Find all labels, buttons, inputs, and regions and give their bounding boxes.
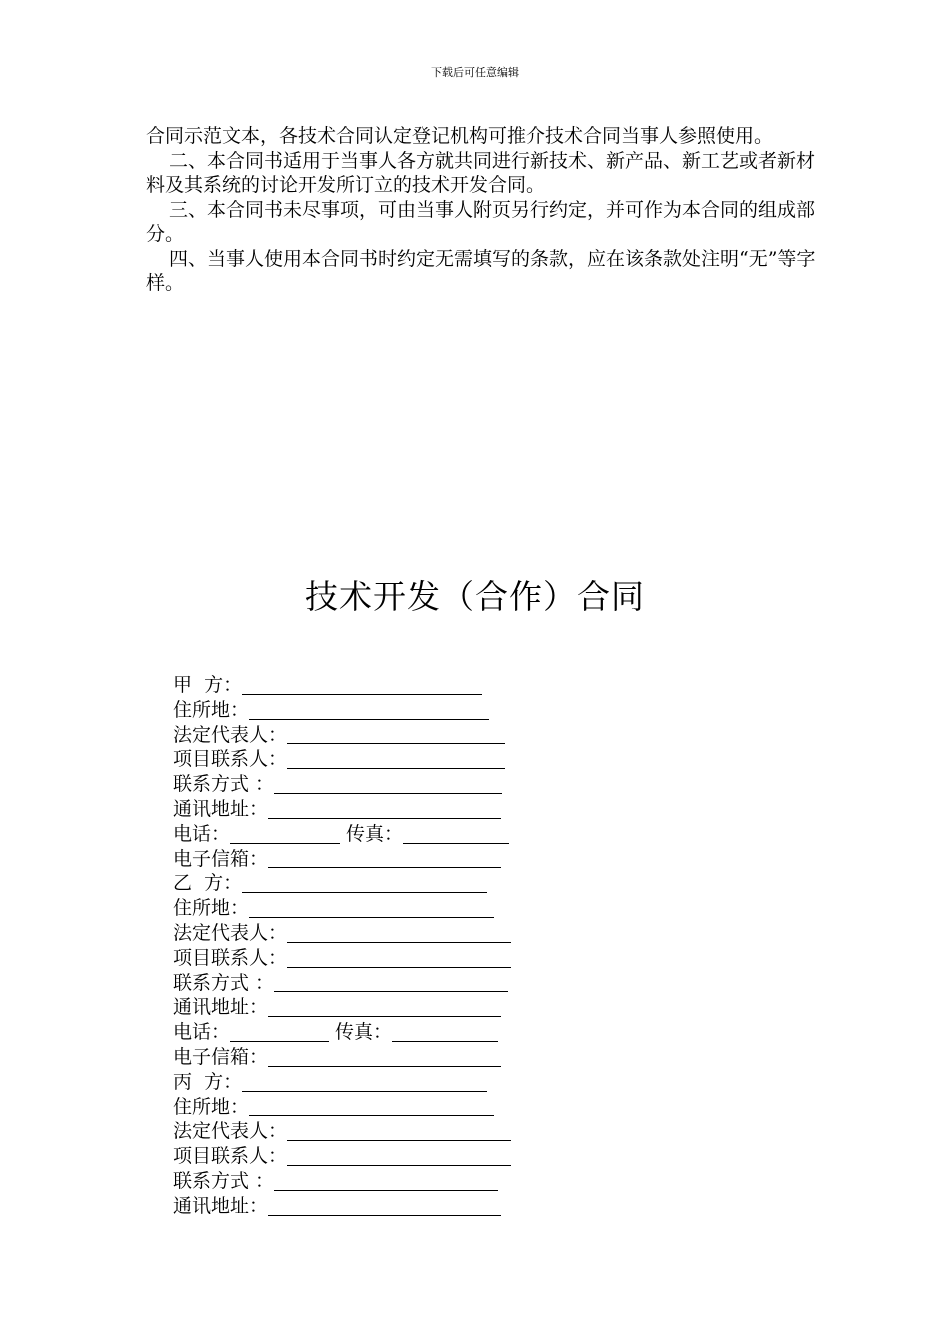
yi-legal-rep-label: 法定代表人： [173, 921, 288, 944]
bing-contact-person-row [173, 1144, 593, 1169]
jia-phone-field[interactable] [230, 825, 340, 844]
jia-address-label: 住所地： [173, 698, 250, 721]
yi-party-row [173, 871, 593, 896]
bing-party-field[interactable] [242, 1073, 487, 1092]
yi-address-row [173, 896, 593, 921]
yi-email-row [173, 1045, 593, 1070]
bing-contact-person-field[interactable] [287, 1147, 511, 1166]
jia-contact-method-row [173, 772, 593, 797]
bing-party-label: 丙 方： [173, 1070, 243, 1093]
yi-contact-method-label: 联系方式 ： [173, 971, 275, 994]
yi-party-field[interactable] [242, 874, 487, 893]
jia-legal-rep-label: 法定代表人： [173, 723, 288, 746]
jia-phone-label: 电话： [173, 822, 231, 845]
yi-contact-person-row [173, 946, 593, 971]
yi-email-label: 电子信箱： [173, 1045, 269, 1068]
yi-address-field[interactable] [249, 899, 494, 918]
jia-fax-field[interactable] [403, 825, 509, 844]
jia-mail-address-label: 通讯地址： [173, 797, 269, 820]
yi-phone-field[interactable] [230, 1023, 329, 1042]
jia-party-label: 甲 方： [173, 674, 243, 696]
jia-contact-person-label: 项目联系人： [173, 748, 288, 771]
yi-legal-rep-row [173, 921, 593, 946]
jia-contact-method-label: 联系方式 ： [173, 773, 275, 796]
intro-paragraph: 三、本合同书未尽事项，可由当事人附页另行约定，并可作为本合同的组成部分。 [146, 198, 816, 245]
yi-mail-address-row [173, 995, 593, 1020]
jia-email-label: 电子信箱： [173, 847, 269, 870]
yi-email-field[interactable] [268, 1048, 501, 1067]
jia-contact-person-row [173, 747, 593, 772]
jia-fax-label: 传真： [346, 822, 404, 845]
yi-party-label: 乙 方： [173, 872, 243, 895]
jia-email-field[interactable] [268, 849, 501, 868]
yi-phone-label: 电话： [173, 1021, 231, 1044]
jia-party-row [173, 673, 593, 698]
bing-mail-address-row [173, 1194, 593, 1219]
intro-paragraph: 二、本合同书适用于当事人各方就共同进行新技术、新产品、新工艺或者新材料及其系统的讨论开发所订立的技术开发合同。 [146, 149, 816, 196]
bing-contact-method-label: 联系方式 ： [173, 1169, 275, 1192]
yi-contact-method-row [173, 971, 593, 996]
bing-address-field[interactable] [249, 1097, 494, 1116]
jia-legal-rep-row [173, 723, 593, 748]
bing-address-label: 住所地： [173, 1095, 250, 1118]
jia-party-field[interactable] [242, 676, 482, 695]
intro-paragraph: 四、当事人使用本合同书时约定无需填写的条款，应在该条款处注明“无”等字样。 [146, 247, 816, 294]
intro-notes [146, 124, 818, 296]
yi-mail-address-field[interactable] [268, 998, 501, 1017]
bing-contact-method-field[interactable] [274, 1172, 498, 1191]
party-info-form [173, 673, 593, 1219]
jia-mail-address-row [173, 797, 593, 822]
jia-address-row [173, 698, 593, 723]
yi-contact-person-label: 项目联系人： [173, 946, 288, 969]
yi-mail-address-label: 通讯地址： [173, 996, 269, 1019]
bing-legal-rep-field[interactable] [287, 1122, 511, 1141]
yi-contact-method-field[interactable] [274, 973, 508, 992]
jia-contact-method-field[interactable] [274, 775, 502, 794]
page-header: 下载后可任意编辑 [431, 66, 519, 79]
bing-legal-rep-row [173, 1119, 593, 1144]
jia-contact-person-field[interactable] [287, 750, 505, 769]
jia-mail-address-field[interactable] [268, 800, 501, 819]
yi-fax-label: 传真： [335, 1021, 393, 1044]
bing-mail-address-field[interactable] [268, 1197, 501, 1216]
jia-email-row [173, 847, 593, 872]
bing-address-row [173, 1095, 593, 1120]
bing-contact-person-label: 项目联系人： [173, 1145, 288, 1168]
bing-legal-rep-label: 法定代表人： [173, 1120, 288, 1143]
yi-legal-rep-field[interactable] [287, 924, 511, 943]
bing-party-row [173, 1070, 593, 1095]
yi-phone-fax-row [173, 1020, 593, 1045]
yi-fax-field[interactable] [392, 1023, 498, 1042]
jia-address-field[interactable] [249, 701, 489, 720]
contract-title: 技术开发（合作）合同 [305, 577, 645, 616]
bing-contact-method-row [173, 1169, 593, 1194]
jia-legal-rep-field[interactable] [287, 725, 505, 744]
jia-phone-fax-row [173, 822, 593, 847]
yi-address-label: 住所地： [173, 897, 250, 920]
bing-mail-address-label: 通讯地址： [173, 1194, 269, 1217]
yi-contact-person-field[interactable] [287, 949, 511, 968]
intro-paragraph: 合同示范文本，各技术合同认定登记机构可推介技术合同当事人参照使用。 [146, 125, 774, 147]
